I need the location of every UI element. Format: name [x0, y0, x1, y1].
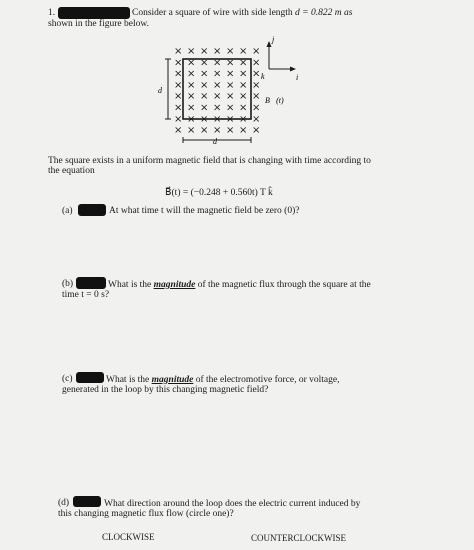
field-cross: × — [252, 102, 261, 114]
field-cross: × — [187, 57, 196, 69]
field-cross: × — [226, 68, 235, 80]
field-cross: × — [226, 79, 235, 91]
field-cross: × — [239, 91, 248, 103]
field-cross: × — [226, 91, 235, 103]
part-b-line2: time t = 0 s? — [62, 290, 110, 300]
axis-i-label: i — [296, 73, 299, 82]
redacted-a — [78, 204, 106, 216]
part-d-line2: this changing magnetic flux flow (circle one)? — [58, 509, 234, 519]
redacted-b — [76, 277, 106, 289]
choice-counterclockwise[interactable]: COUNTERCLOCKWISE — [251, 533, 346, 543]
part-a-text: At what time t will the magnetic field be zero (0)? — [109, 206, 300, 216]
field-cross: × — [239, 102, 248, 114]
field-cross: × — [187, 46, 196, 57]
field-cross: × — [174, 46, 183, 57]
choice-clockwise[interactable]: CLOCKWISE — [102, 532, 155, 542]
field-cross: × — [200, 91, 209, 103]
field-cross: × — [213, 68, 222, 80]
part-b-text: What is the magnitude of the magnetic flux through the square at the — [108, 280, 371, 290]
field-cross: × — [239, 46, 248, 57]
problem-number: 1. — [48, 8, 56, 18]
field-cross: × — [174, 102, 183, 114]
field-cross: × — [213, 57, 222, 69]
field-cross: × — [239, 113, 248, 125]
redacted-d — [73, 496, 101, 507]
magnetic-field-figure — [150, 36, 300, 151]
field-cross: × — [213, 102, 222, 114]
part-b-label: (b) — [62, 279, 74, 289]
field-cross: × — [200, 102, 209, 114]
field-cross: × — [226, 125, 235, 137]
field-equation: B⃗(t) = (−0.248 + 0.560t) T k̂ — [165, 188, 273, 198]
field-cross: × — [213, 91, 222, 103]
axis-j-label: j — [272, 36, 275, 44]
field-label: B⃗(t) — [265, 96, 284, 105]
field-text-1: The square exists in a uniform magnetic field that is changing with time according to — [48, 156, 371, 166]
field-cross: × — [213, 79, 222, 91]
field-cross: × — [226, 102, 235, 114]
field-cross: × — [252, 57, 261, 69]
field-cross: × — [252, 68, 261, 80]
field-cross: × — [200, 46, 209, 57]
field-cross: × — [252, 46, 261, 57]
field-cross: × — [187, 91, 196, 103]
field-cross: × — [174, 125, 183, 137]
redacted-c — [76, 372, 104, 383]
part-d-label: (d) — [58, 498, 70, 508]
part-d-text: What direction around the loop does the electric current induced by — [104, 499, 361, 509]
field-cross: × — [200, 113, 209, 125]
field-cross: × — [187, 102, 196, 114]
field-cross: × — [252, 91, 261, 103]
side-d-label: d — [158, 86, 162, 95]
field-cross: × — [252, 79, 261, 91]
field-cross: × — [239, 125, 248, 137]
field-cross: × — [187, 68, 196, 80]
field-cross: × — [213, 46, 222, 57]
field-cross: × — [213, 113, 222, 125]
field-text-2: the equation — [48, 166, 95, 176]
field-cross: × — [174, 57, 183, 69]
field-cross: × — [187, 113, 196, 125]
part-a-label: (a) — [62, 206, 73, 216]
field-cross: × — [187, 79, 196, 91]
field-cross: × — [226, 57, 235, 69]
field-cross: × — [213, 125, 222, 137]
field-cross: × — [252, 113, 261, 125]
axis-k-label: k — [261, 72, 265, 81]
field-cross: × — [239, 79, 248, 91]
field-cross: × — [174, 91, 183, 103]
field-cross: × — [239, 57, 248, 69]
field-cross: × — [200, 79, 209, 91]
field-cross: × — [200, 68, 209, 80]
field-cross: × — [226, 46, 235, 57]
intro-line-1: Consider a square of wire with side length d = 0.822 m as — [132, 8, 353, 18]
field-cross: × — [187, 125, 196, 137]
redacted-name — [58, 7, 130, 19]
part-c-line2: generated in the loop by this changing magnetic field? — [62, 385, 269, 395]
field-cross: × — [200, 125, 209, 137]
field-cross: × — [174, 79, 183, 91]
bottom-d-label: d — [213, 137, 217, 146]
field-cross: × — [252, 125, 261, 137]
part-c-text: What is the magnitude of the electromotive force, or voltage, — [106, 375, 340, 385]
part-c-label: (c) — [62, 374, 73, 384]
field-cross: × — [200, 57, 209, 69]
field-cross: × — [239, 68, 248, 80]
field-cross: × — [174, 68, 183, 80]
intro-line-2: shown in the figure below. — [48, 19, 149, 29]
field-cross: × — [226, 113, 235, 125]
field-cross: × — [174, 113, 183, 125]
